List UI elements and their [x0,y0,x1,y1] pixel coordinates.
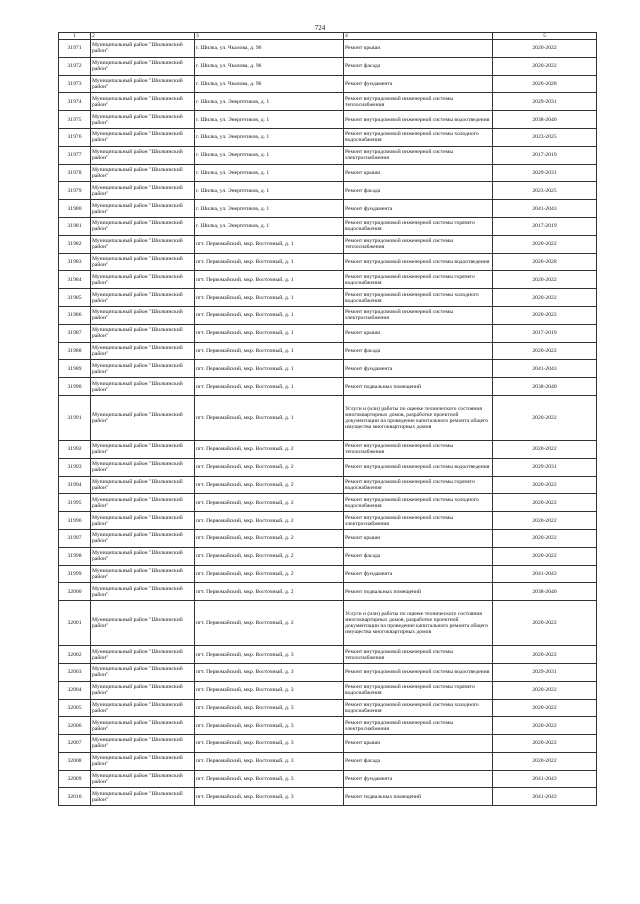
row-number-cell: 31994 [59,476,91,494]
address-cell: г. Шилка, ул. Чкалова, д. 96 [195,57,344,75]
work-type-cell: Ремонт внутридомовой инженерной системы теплоснабжения [344,646,493,664]
address-cell: пгт. Первомайский, мкр. Восточный, д. 2 [195,458,344,476]
district-cell: Муниципальный район "Шилкинский район" [91,699,195,717]
row-number-cell: 32008 [59,752,91,770]
work-type-cell: Услуги и (или) работы по оценке технического состояния многоквартирных домов, разработке проектной документации на проведение капитального ремонта общего имущества многоквартирных домов [344,395,493,440]
address-cell: пгт. Первомайский, мкр. Восточный, д. 2 [195,529,344,547]
period-cell: 2026-2028 [493,253,597,271]
district-cell: Муниципальный район "Шилкинский район" [91,182,195,200]
district-cell: Муниципальный район "Шилкинский район" [91,476,195,494]
column-header-3: 3 [195,33,344,40]
row-number-cell: 32006 [59,717,91,735]
row-number-cell: 31977 [59,146,91,164]
address-cell: пгт. Первомайский, мкр. Восточный, д. 2 [195,601,344,646]
table-row [59,735,597,753]
district-cell: Муниципальный район "Шилкинский район" [91,324,195,342]
address-cell: г. Шилка, ул. Чкалова, д. 96 [195,40,344,58]
period-cell: 2020-2022 [493,57,597,75]
table-row [59,200,597,218]
work-type-cell: Ремонт фундамента [344,200,493,218]
district-cell: Муниципальный район "Шилкинский район" [91,111,195,129]
address-cell: пгт. Первомайский, мкр. Восточный, д. 2 [195,440,344,458]
table-row [59,583,597,601]
table-row [59,128,597,146]
work-type-cell: Ремонт внутридомовой инженерной системы водоотведения [344,253,493,271]
row-number-cell: 32000 [59,583,91,601]
district-cell: Муниципальный район "Шилкинский район" [91,378,195,396]
period-cell: 2020-2022 [493,699,597,717]
period-cell: 2020-2022 [493,752,597,770]
row-number-cell: 31999 [59,565,91,583]
work-type-cell: Ремонт подвальных помещений [344,788,493,806]
period-cell: 2023-2025 [493,182,597,200]
row-number-cell: 31978 [59,164,91,182]
work-type-cell: Ремонт крыши [344,164,493,182]
period-cell: 2017-2019 [493,324,597,342]
work-type-cell: Ремонт подвальных помещений [344,378,493,396]
table-row [59,512,597,530]
address-cell: пгт. Первомайский, мкр. Восточный, д. 1 [195,378,344,396]
address-cell: пгт. Первомайский, мкр. Восточный, д. 2 [195,476,344,494]
row-number-cell: 31992 [59,440,91,458]
column-header-5: 5 [493,33,597,40]
district-cell: Муниципальный район "Шилкинский район" [91,128,195,146]
period-cell: 2020-2022 [493,440,597,458]
work-type-cell: Ремонт фундамента [344,75,493,93]
table-row [59,75,597,93]
row-number-cell: 31975 [59,111,91,129]
table-row [59,324,597,342]
table-row [59,360,597,378]
address-cell: пгт. Первомайский, мкр. Восточный, д. 1 [195,289,344,307]
work-type-cell: Ремонт внутридомовой инженерной системы холодного водоснабжения [344,699,493,717]
district-cell: Муниципальный район "Шилкинский район" [91,253,195,271]
period-cell: 2041-2043 [493,200,597,218]
column-header-2: 2 [91,33,195,40]
work-type-cell: Ремонт внутридомовой инженерной системы холодного водоснабжения [344,494,493,512]
work-type-cell: Ремонт внутридомовой инженерной системы электроснабжения [344,717,493,735]
district-cell: Муниципальный район "Шилкинский район" [91,770,195,788]
period-cell: 2020-2022 [493,40,597,58]
district-cell: Муниципальный район "Шилкинский район" [91,583,195,601]
period-cell: 2020-2022 [493,601,597,646]
period-cell: 2038-2040 [493,378,597,396]
district-cell: Муниципальный район "Шилкинский район" [91,271,195,289]
address-cell: г. Шилка, ул. Энергетиков, д. 1 [195,128,344,146]
row-number-cell: 32007 [59,735,91,753]
table-row [59,146,597,164]
period-cell: 2017-2019 [493,146,597,164]
district-cell: Муниципальный район "Шилкинский район" [91,57,195,75]
row-number-cell: 32004 [59,681,91,699]
table-row [59,788,597,806]
district-cell: Муниципальный район "Шилкинский район" [91,306,195,324]
row-number-cell: 32010 [59,788,91,806]
row-number-cell: 31998 [59,547,91,565]
period-cell: 2023-2025 [493,128,597,146]
period-cell: 2029-2031 [493,458,597,476]
address-cell: пгт. Первомайский, мкр. Восточный, д. 3 [195,717,344,735]
row-number-cell: 32009 [59,770,91,788]
address-cell: пгт. Первомайский, мкр. Восточный, д. 1 [195,360,344,378]
table-row [59,40,597,58]
header-row [59,33,597,40]
period-cell: 2020-2022 [493,342,597,360]
address-cell: г. Шилка, ул. Чкалова, д. 96 [195,75,344,93]
table-row [59,271,597,289]
table-row [59,547,597,565]
row-number-cell: 31988 [59,342,91,360]
period-cell: 2041-2043 [493,565,597,583]
row-number-cell: 31984 [59,271,91,289]
district-cell: Муниципальный район "Шилкинский район" [91,360,195,378]
row-number-cell: 31973 [59,75,91,93]
address-cell: пгт. Первомайский, мкр. Восточный, д. 1 [195,235,344,253]
row-number-cell: 31997 [59,529,91,547]
row-number-cell: 32002 [59,646,91,664]
district-cell: Муниципальный район "Шилкинский район" [91,529,195,547]
row-number-cell: 31981 [59,217,91,235]
table-row [59,646,597,664]
row-number-cell: 31996 [59,512,91,530]
address-cell: г. Шилка, ул. Энергетиков, д. 1 [195,182,344,200]
work-type-cell: Ремонт крыши [344,735,493,753]
table-row [59,217,597,235]
district-cell: Муниципальный район "Шилкинский район" [91,235,195,253]
table-row [59,717,597,735]
row-number-cell: 31982 [59,235,91,253]
row-number-cell: 32005 [59,699,91,717]
work-type-cell: Ремонт внутридомовой инженерной системы горячего водоснабжения [344,681,493,699]
period-cell: 2020-2022 [493,395,597,440]
district-cell: Муниципальный район "Шилкинский район" [91,395,195,440]
table-row [59,752,597,770]
row-number-cell: 31991 [59,395,91,440]
row-number-cell: 31974 [59,93,91,111]
address-cell: г. Шилка, ул. Энергетиков, д. 1 [195,200,344,218]
district-cell: Муниципальный район "Шилкинский район" [91,663,195,681]
district-cell: Муниципальный район "Шилкинский район" [91,164,195,182]
period-cell: 2041-2043 [493,788,597,806]
work-type-cell: Ремонт крыши [344,40,493,58]
district-cell: Муниципальный район "Шилкинский район" [91,752,195,770]
district-cell: Муниципальный район "Шилкинский район" [91,788,195,806]
address-cell: пгт. Первомайский, мкр. Восточный, д. 2 [195,547,344,565]
work-type-cell: Ремонт фасада [344,57,493,75]
period-cell: 2038-2040 [493,583,597,601]
row-number-cell: 32003 [59,663,91,681]
period-cell: 2020-2022 [493,735,597,753]
table-row [59,235,597,253]
table-row [59,253,597,271]
address-cell: пгт. Первомайский, мкр. Восточный, д. 3 [195,663,344,681]
work-type-cell: Ремонт фасада [344,342,493,360]
district-cell: Муниципальный район "Шилкинский район" [91,40,195,58]
row-number-cell: 31979 [59,182,91,200]
work-type-cell: Ремонт крыши [344,529,493,547]
table-row [59,681,597,699]
period-cell: 2041-2043 [493,770,597,788]
district-cell: Муниципальный район "Шилкинский район" [91,512,195,530]
address-cell: пгт. Первомайский, мкр. Восточный, д. 1 [195,306,344,324]
address-cell: пгт. Первомайский, мкр. Восточный, д. 3 [195,699,344,717]
period-cell: 2020-2022 [493,235,597,253]
address-cell: пгт. Первомайский, мкр. Восточный, д. 2 [195,583,344,601]
period-cell: 2020-2022 [493,547,597,565]
period-cell: 2017-2019 [493,217,597,235]
period-cell: 2026-2028 [493,75,597,93]
table-row [59,440,597,458]
table-row [59,111,597,129]
district-cell: Муниципальный район "Шилкинский район" [91,735,195,753]
work-type-cell: Ремонт внутридомовой инженерной системы водоотведения [344,663,493,681]
work-type-cell: Ремонт подвальных помещений [344,583,493,601]
table-row [59,663,597,681]
period-cell: 2020-2022 [493,681,597,699]
table-row [59,395,597,440]
column-header-4: 4 [344,33,493,40]
address-cell: пгт. Первомайский, мкр. Восточный, д. 2 [195,565,344,583]
table-row [59,182,597,200]
address-cell: пгт. Первомайский, мкр. Восточный, д. 3 [195,770,344,788]
table-row [59,57,597,75]
page-number: 724 [314,24,326,32]
work-type-cell: Ремонт фундамента [344,770,493,788]
period-cell: 2020-2022 [493,512,597,530]
table-row [59,529,597,547]
row-number-cell: 31985 [59,289,91,307]
address-cell: пгт. Первомайский, мкр. Восточный, д. 2 [195,494,344,512]
period-cell: 2020-2022 [493,306,597,324]
row-number-cell: 31972 [59,57,91,75]
address-cell: пгт. Первомайский, мкр. Восточный, д. 3 [195,788,344,806]
district-cell: Муниципальный район "Шилкинский район" [91,646,195,664]
work-type-cell: Ремонт внутридомовой инженерной системы горячего водоснабжения [344,271,493,289]
table-row [59,342,597,360]
work-type-cell: Ремонт внутридомовой инженерной системы горячего водоснабжения [344,217,493,235]
district-cell: Муниципальный район "Шилкинский район" [91,146,195,164]
period-cell: 2041-2043 [493,360,597,378]
district-cell: Муниципальный район "Шилкинский район" [91,717,195,735]
work-type-cell: Ремонт фундамента [344,360,493,378]
address-cell: пгт. Первомайский, мкр. Восточный, д. 1 [195,324,344,342]
row-number-cell: 31995 [59,494,91,512]
address-cell: пгт. Первомайский, мкр. Восточный, д. 3 [195,752,344,770]
work-type-cell: Ремонт внутридомовой инженерной системы холодного водоснабжения [344,289,493,307]
work-type-cell: Ремонт внутридомовой инженерной системы горячего водоснабжения [344,476,493,494]
table-row [59,601,597,646]
work-type-cell: Ремонт крыши [344,324,493,342]
row-number-cell: 31980 [59,200,91,218]
district-cell: Муниципальный район "Шилкинский район" [91,289,195,307]
period-cell: 2020-2022 [493,476,597,494]
work-type-cell: Ремонт внутридомовой инженерной системы теплоснабжения [344,235,493,253]
address-cell: пгт. Первомайский, мкр. Восточный, д. 1 [195,271,344,289]
row-number-cell: 31993 [59,458,91,476]
table-header [59,33,597,40]
table-row [59,458,597,476]
repair-schedule-table [58,32,597,806]
table-body [59,40,597,806]
address-cell: г. Шилка, ул. Энергетиков, д. 1 [195,93,344,111]
period-cell: 2020-2022 [493,271,597,289]
work-type-cell: Ремонт внутридомовой инженерной системы холодного водоснабжения [344,128,493,146]
work-type-cell: Ремонт внутридомовой инженерной системы электроснабжения [344,306,493,324]
address-cell: пгт. Первомайский, мкр. Восточный, д. 2 [195,512,344,530]
row-number-cell: 31986 [59,306,91,324]
period-cell: 2020-2022 [493,717,597,735]
work-type-cell: Ремонт внутридомовой инженерной системы электроснабжения [344,146,493,164]
row-number-cell: 32001 [59,601,91,646]
work-type-cell: Ремонт внутридомовой инженерной системы водоотведения [344,111,493,129]
table-row [59,289,597,307]
district-cell: Муниципальный район "Шилкинский район" [91,217,195,235]
district-cell: Муниципальный район "Шилкинский район" [91,440,195,458]
address-cell: пгт. Первомайский, мкр. Восточный, д. 3 [195,681,344,699]
table-row [59,164,597,182]
row-number-cell: 31990 [59,378,91,396]
table-row [59,476,597,494]
row-number-cell: 31971 [59,40,91,58]
address-cell: г. Шилка, ул. Энергетиков, д. 1 [195,217,344,235]
district-cell: Муниципальный район "Шилкинский район" [91,681,195,699]
table-row [59,699,597,717]
row-number-cell: 31976 [59,128,91,146]
district-cell: Муниципальный район "Шилкинский район" [91,458,195,476]
work-type-cell: Ремонт фундамента [344,565,493,583]
table-row [59,378,597,396]
address-cell: г. Шилка, ул. Энергетиков, д. 1 [195,164,344,182]
address-cell: пгт. Первомайский, мкр. Восточный, д. 3 [195,646,344,664]
table-row [59,770,597,788]
period-cell: 2020-2022 [493,529,597,547]
period-cell: 2020-2022 [493,646,597,664]
address-cell: пгт. Первомайский, мкр. Восточный, д. 1 [195,342,344,360]
work-type-cell: Услуги и (или) работы по оценке технического состояния многоквартирных домов, разработке проектной документации на проведение капитального ремонта общего имущества многоквартирных домов [344,601,493,646]
work-type-cell: Ремонт фасада [344,547,493,565]
district-cell: Муниципальный район "Шилкинский район" [91,565,195,583]
district-cell: Муниципальный район "Шилкинский район" [91,342,195,360]
period-cell: 2020-2022 [493,494,597,512]
district-cell: Муниципальный район "Шилкинский район" [91,200,195,218]
address-cell: г. Шилка, ул. Энергетиков, д. 1 [195,146,344,164]
district-cell: Муниципальный район "Шилкинский район" [91,75,195,93]
period-cell: 2029-2031 [493,93,597,111]
address-cell: пгт. Первомайский, мкр. Восточный, д. 1 [195,253,344,271]
work-type-cell: Ремонт внутридомовой инженерной системы теплоснабжения [344,440,493,458]
work-type-cell: Ремонт фасада [344,752,493,770]
table-row [59,494,597,512]
row-number-cell: 31987 [59,324,91,342]
column-header-1: 1 [59,33,91,40]
address-cell: пгт. Первомайский, мкр. Восточный, д. 3 [195,735,344,753]
address-cell: г. Шилка, ул. Энергетиков, д. 1 [195,111,344,129]
period-cell: 2038-2040 [493,111,597,129]
district-cell: Муниципальный район "Шилкинский район" [91,494,195,512]
table-row [59,93,597,111]
row-number-cell: 31983 [59,253,91,271]
district-cell: Муниципальный район "Шилкинский район" [91,601,195,646]
work-type-cell: Ремонт внутридомовой инженерной системы теплоснабжения [344,93,493,111]
period-cell: 2029-2031 [493,164,597,182]
district-cell: Муниципальный район "Шилкинский район" [91,93,195,111]
row-number-cell: 31989 [59,360,91,378]
period-cell: 2020-2022 [493,289,597,307]
address-cell: пгт. Первомайский, мкр. Восточный, д. 1 [195,395,344,440]
table-row [59,565,597,583]
work-type-cell: Ремонт внутридомовой инженерной системы водоотведения [344,458,493,476]
table-row [59,306,597,324]
work-type-cell: Ремонт фасада [344,182,493,200]
district-cell: Муниципальный район "Шилкинский район" [91,547,195,565]
work-type-cell: Ремонт внутридомовой инженерной системы электроснабжения [344,512,493,530]
period-cell: 2029-2031 [493,663,597,681]
